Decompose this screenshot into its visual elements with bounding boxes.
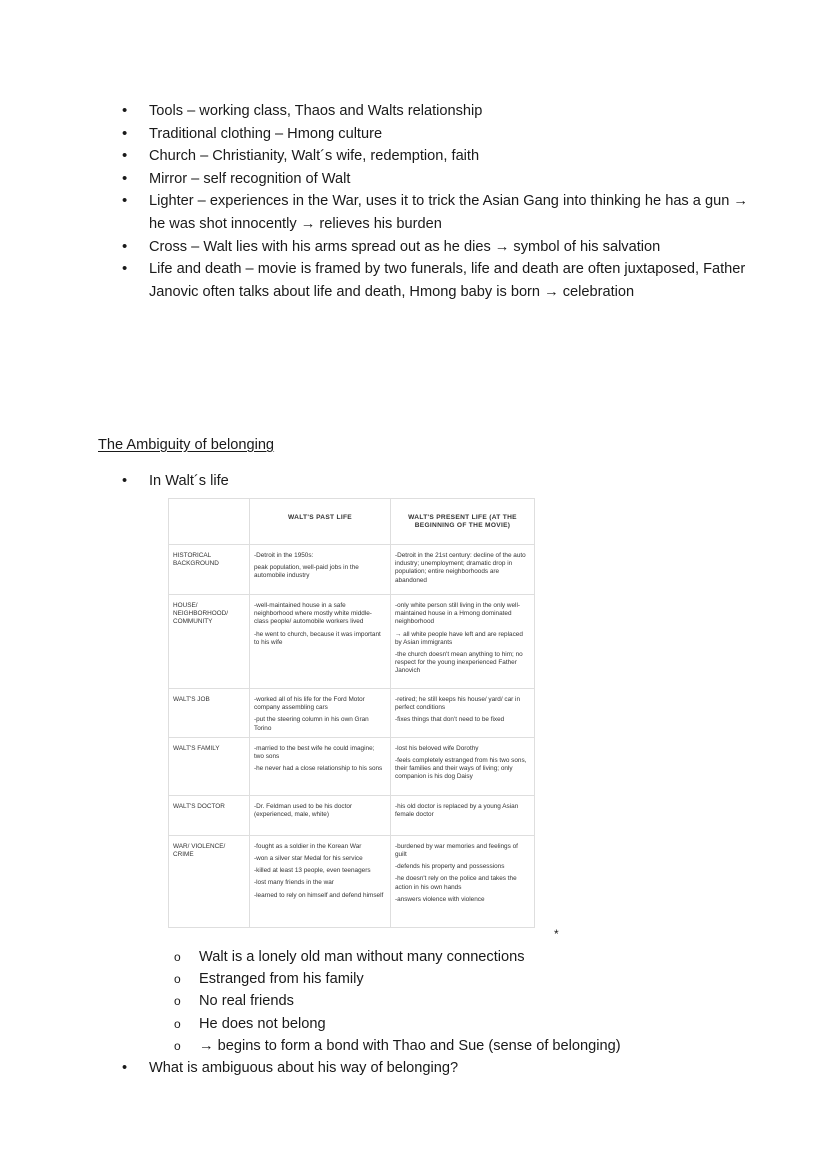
question-bullet: • What is ambiguous about his way of belonging? (122, 1057, 458, 1079)
cell-line: -Detroit in the 21st century: decline of the auto industry; unemployment; dramatic drop in population; entire neighborhoods are abandoned (395, 552, 526, 584)
cell-line: -his old doctor is replaced by a young Asian female doctor (395, 802, 519, 819)
cell-line: → all white people have left and are replaced by Asian immigrants (395, 630, 523, 646)
row-label: WALT'S DOCTOR (169, 795, 250, 835)
table-header: WALT'S PRESENT LIFE (AT THE BEGINNING OF THE MOVIE) (391, 499, 535, 545)
row-label: HISTORICAL BACKGROUND (169, 545, 250, 595)
list-item: • Traditional clothing – Hmong culture (122, 123, 762, 146)
cell-line: -only white person still living in the only well-maintained house in a Hmong dominated neighborhood (395, 602, 521, 626)
present-cell (391, 737, 535, 795)
row-label: WALT'S JOB (169, 689, 250, 738)
past-cell (250, 545, 391, 595)
table-row (169, 545, 535, 595)
cell-line: -well-maintained house in a safe neighborhood where mostly white middle-class people/ automobile workers lived (254, 602, 372, 626)
list-item: o No real friends (172, 990, 621, 1012)
sub-points-list (172, 946, 621, 1057)
cell-line: -fought as a soldier in the Korean War (254, 842, 362, 850)
cell-line: -defends his property and possessions (395, 863, 505, 871)
past-cell (250, 595, 391, 689)
asterisk-mark: * (554, 927, 559, 941)
cell-line: -won a silver star Medal for his service (254, 855, 363, 863)
cell-line: -feels completely estranged from his two sons, their families and their ways of living; only companion is his dog Daisy (395, 757, 527, 781)
cell-line: -married to the best wife he could imagine; two sons (254, 744, 375, 761)
cell-line: -killed at least 13 people, even teenagers (254, 867, 371, 875)
cell-line: -fixes things that don't need to be fixed (395, 716, 505, 724)
present-cell (391, 595, 535, 689)
cell-line: peak population, well-paid jobs in the automobile industry (254, 564, 359, 580)
section-title: The Ambiguity of belonging (98, 437, 275, 453)
past-cell (250, 835, 391, 927)
past-cell (250, 795, 391, 835)
cell-line: -learned to rely on himself and defend himself (254, 891, 384, 899)
table-row (169, 737, 535, 795)
past-cell (250, 737, 391, 795)
list-item: o He does not belong (172, 1013, 621, 1035)
cell-line: -retired; he still keeps his house/ yard/ car in perfect conditions (395, 696, 521, 712)
cell-line: -put the steering column in his own Gran Torino (254, 716, 369, 732)
present-cell (391, 795, 535, 835)
list-item: o → begins to form a bond with Thao and Sue (sense of belonging) (172, 1035, 621, 1057)
row-label: WAR/ VIOLENCE/ CRIME (169, 835, 250, 927)
row-label: WALT'S FAMILY (169, 737, 250, 795)
list-item: o Walt is a lonely old man without many connections (172, 946, 621, 968)
symbols-list (122, 100, 762, 303)
list-item: • Church – Christianity, Walt´s wife, redemption, faith (122, 145, 762, 168)
table-row (169, 795, 535, 835)
row-label: HOUSE/ NEIGHBORHOOD/ COMMUNITY (169, 595, 250, 689)
table-row (169, 689, 535, 738)
past-cell (250, 689, 391, 738)
table-header-row (169, 499, 535, 545)
cell-line: -worked all of his life for the Ford Motor company assembling cars (254, 696, 365, 712)
table-header: WALT'S PAST LIFE (250, 499, 391, 545)
list-item: • Tools – working class, Thaos and Walts relationship (122, 100, 762, 123)
cell-line: -Detroit in the 1950s: (254, 552, 314, 559)
cell-line: -he doesn't rely on the police and takes the action in his own hands (395, 875, 517, 891)
table-row (169, 835, 535, 927)
life-bullet: • In Walt´s life (122, 470, 229, 492)
cell-line: -lost many friends in the war (254, 879, 334, 887)
cell-line: -burdened by war memories and feelings of guilt (395, 842, 518, 859)
list-item: • Cross – Walt lies with his arms spread out as he dies → symbol of his salvation (122, 236, 762, 259)
list-item: • Mirror – self recognition of Walt (122, 168, 762, 191)
cell-line: -he never had a close relationship to his sons (254, 765, 383, 773)
cell-line: -the church doesn't mean anything to him; no respect for the young inexperienced Father Janovich (395, 651, 523, 675)
table-header (169, 499, 250, 545)
present-cell (391, 689, 535, 738)
cell-line: -lost his beloved wife Dorothy (395, 744, 479, 752)
present-cell (391, 545, 535, 595)
list-item: • Life and death – movie is framed by two funerals, life and death are often juxtaposed, Father Janovic often talks about life and death, Hmong baby is born → celebration (122, 258, 762, 303)
cell-line: -answers violence with violence (395, 895, 485, 903)
walt-life-table (168, 498, 535, 928)
list-item: o Estranged from his family (172, 968, 621, 990)
cell-line: -Dr. Feldman used to be his doctor (experienced, male, white) (254, 802, 353, 819)
table-row (169, 595, 535, 689)
list-item: • Lighter – experiences in the War, uses it to trick the Asian Gang into thinking he has a gun → he was shot innocently → relieves his burden (122, 190, 762, 235)
cell-line: -he went to church, because it was important to his wife (254, 630, 381, 646)
present-cell (391, 835, 535, 927)
